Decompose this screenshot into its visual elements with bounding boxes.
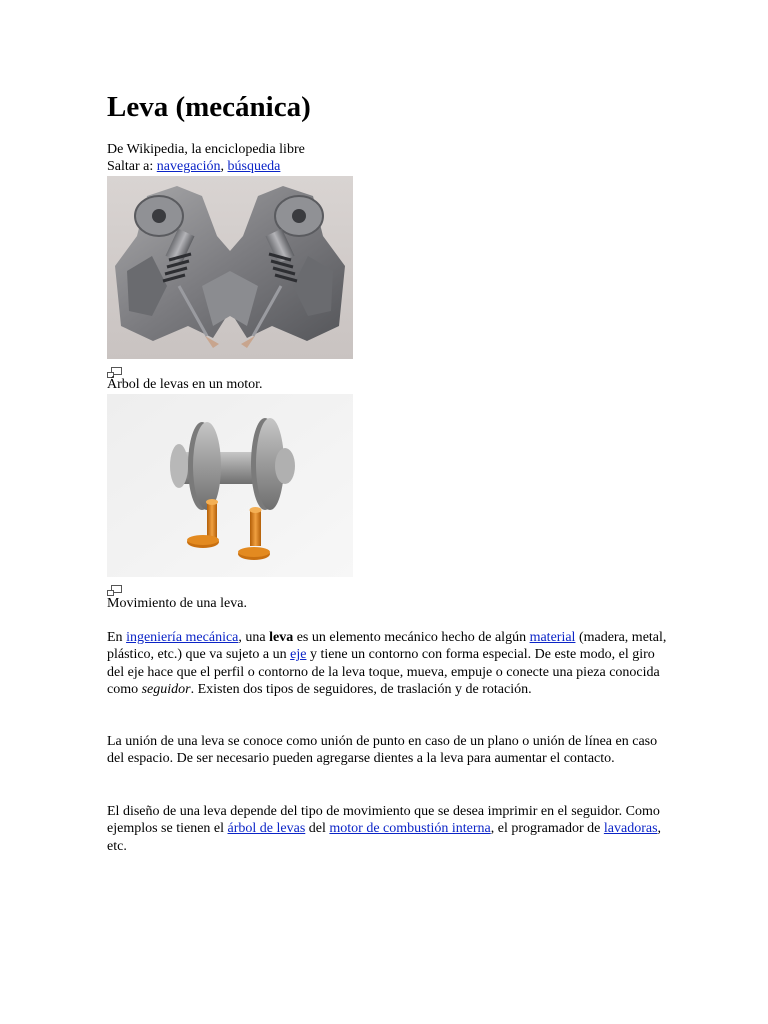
text: es un elemento mecánico hecho de algún xyxy=(293,630,530,645)
link-arbol-de-levas[interactable]: árbol de levas xyxy=(227,821,306,837)
figure-caption: Movimiento de una leva. xyxy=(107,596,247,611)
jump-prefix: Saltar a: xyxy=(107,159,157,174)
article-subtitle: De Wikipedia, la enciclopedia libre xyxy=(107,142,305,157)
text: , una xyxy=(238,630,270,645)
text: . Existen dos tipos de seguidores, de traslación y de rotación. xyxy=(190,682,532,698)
cam-motion-image[interactable] xyxy=(107,394,353,577)
italic-term: seguidor xyxy=(141,682,191,698)
link-material[interactable]: material xyxy=(529,630,576,645)
text: (madera, metal, plástico, etc.) que va sujeto a un xyxy=(107,630,667,663)
text: y tiene un contorno con forma especial. De este modo, el giro del eje hace que el perfil o contorno de la leva toque, mueva, empuje o conecte una pieza conocida como xyxy=(107,647,660,698)
text: del xyxy=(305,821,330,837)
paragraph-union: La unión de una leva se conoce como unión de punto en caso de un plano o unión de línea en caso del espacio. De ser necesario pueden agregarse dientes a la leva para aumentar el contacto. xyxy=(107,734,658,767)
link-eje[interactable]: eje xyxy=(290,647,307,663)
link-lavadoras[interactable]: lavadoras xyxy=(603,821,658,837)
navigation-link[interactable]: navegación xyxy=(156,159,221,174)
search-link[interactable]: búsqueda xyxy=(227,159,281,174)
link-ingenieria-mecanica[interactable]: ingeniería mecánica xyxy=(126,630,239,645)
text: , el programador de xyxy=(490,821,604,837)
link-motor-combustion[interactable]: motor de combustión interna xyxy=(329,821,491,837)
camshaft-engine-illustration xyxy=(107,176,353,359)
text: En xyxy=(107,630,127,645)
text: El diseño de una leva depende del tipo de movimiento que se desea imprimir en el seguidor. Como ejemplos se tienen el xyxy=(107,804,660,837)
figure-caption: Árbol de levas en un motor. xyxy=(107,377,263,392)
camshaft-engine-image[interactable] xyxy=(107,176,353,359)
text: , etc. xyxy=(107,821,662,854)
jump-separator: , xyxy=(220,159,228,174)
paragraph-intro xyxy=(107,629,667,699)
jump-links xyxy=(107,158,280,175)
paragraph-design xyxy=(107,803,667,855)
cam-motion-illustration xyxy=(107,394,353,577)
page-title: Leva (mecánica) xyxy=(107,91,311,123)
bold-term: leva xyxy=(269,630,294,645)
